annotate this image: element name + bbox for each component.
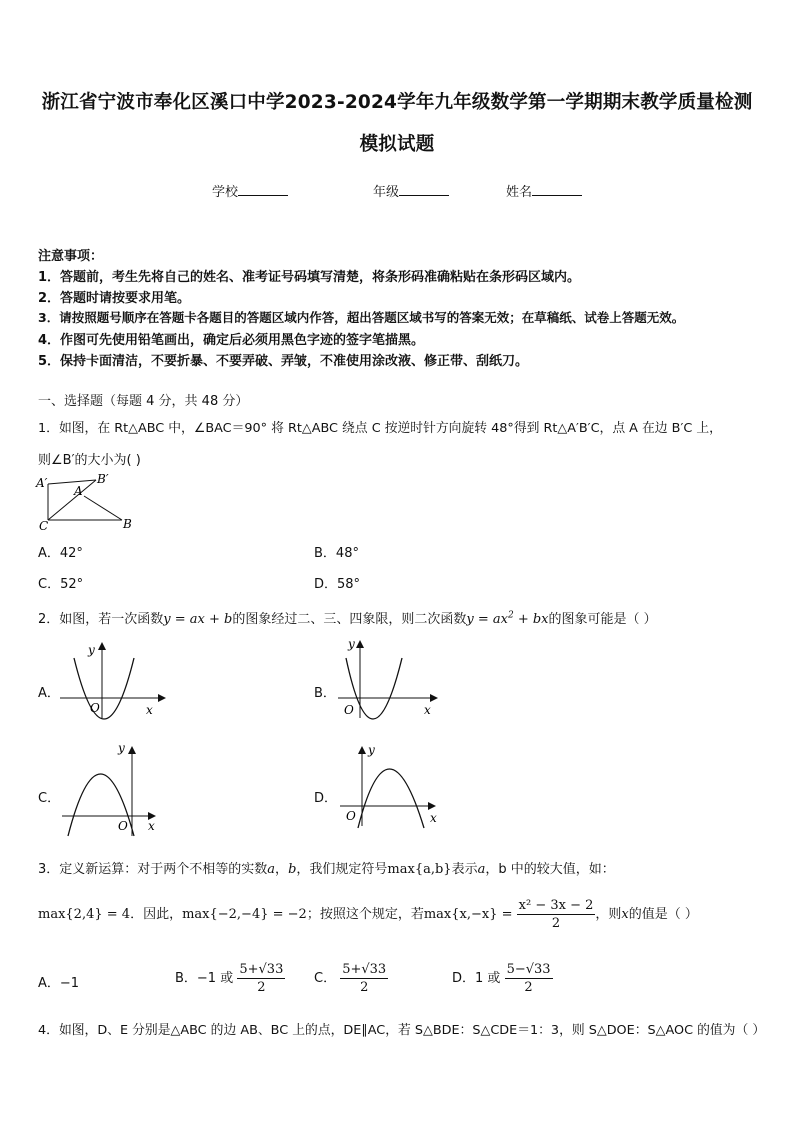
- q2-quadratic-tail: + bx: [513, 612, 549, 627]
- note-item: 5．保持卡面清洁，不要折暴、不要弄破、弄皱，不准使用涂改液、修正带、刮纸刀。: [38, 354, 529, 369]
- q3-option-d[interactable]: [452, 962, 553, 995]
- q3-fraction-numerator: x² − 3x − 2: [518, 898, 594, 913]
- q3-var-b: b: [288, 862, 297, 877]
- origin-label: O: [90, 701, 100, 715]
- q1-option-d[interactable]: D．58°: [314, 577, 361, 592]
- q4-text: 4．如图，D、E 分别是△ABC 的边 AB、BC 上的点，DE∥AC，若 S△BDE：S△CDE＝1：3，则 S△DOE：S△AOC 的值为（ ）: [38, 1023, 766, 1038]
- label-a-prime: A′: [36, 476, 48, 490]
- q3-condition-fraction: [517, 898, 596, 931]
- q1-text-line1: 1．如图，在 Rt△ABC 中，∠BAC＝90° 将 Rt△ABC 绕点 C 按逆时针方向旋转 48°得到 Rt△A′B′C，点 A 在边 B′C 上，: [38, 421, 722, 436]
- section-heading: 一、选择题（每题 4 分，共 48 分）: [38, 394, 249, 409]
- q2-quadratic-main: y = ax: [466, 612, 508, 627]
- q2-middle: 的图象经过二、三、四象限，则二次函数: [232, 612, 467, 627]
- q3-option-b[interactable]: [175, 962, 285, 995]
- q3-option-c-fraction: [340, 962, 388, 995]
- name-label: 姓名: [506, 185, 533, 200]
- q3-option-b-denominator: 2: [257, 980, 266, 995]
- page-title: 浙江省宁波市奉化区溪口中学2023-2024学年九年级数学第一学期期末教学质量检测: [41, 92, 753, 113]
- q3-option-d-denominator: 2: [524, 980, 533, 995]
- q3-line1-c: 表示: [451, 862, 478, 877]
- q3-option-d-prefix: D．1 或: [452, 971, 501, 986]
- q3-example-2: max{−2,−4} = −2: [182, 907, 307, 922]
- q3-option-a[interactable]: A．−1: [38, 976, 80, 991]
- label-a: A: [74, 484, 83, 498]
- q2-option-c-graph: [60, 738, 170, 838]
- q3-option-b-numerator: 5+√33: [239, 962, 284, 977]
- q3-option-b-prefix: B．−1 或: [175, 971, 234, 986]
- q2-option-d-label[interactable]: D．: [314, 791, 338, 806]
- q3-example-1-tail: ．因此，: [130, 907, 183, 922]
- q1-option-a[interactable]: A．42°: [38, 546, 83, 561]
- q3-sep: ，: [275, 862, 289, 877]
- q3-var-a-2: a: [477, 862, 486, 877]
- q2-linear-function: y = ax + b: [163, 612, 233, 627]
- axis-label-x: x: [146, 703, 153, 717]
- q3-text-line1: [38, 858, 615, 877]
- q3-option-c-numerator: 5+√33: [342, 962, 387, 977]
- origin-label: O: [344, 703, 354, 717]
- q3-option-c-prefix: C．: [314, 971, 337, 986]
- q2-option-b-graph: [338, 634, 448, 722]
- note-item: 4．作图可先使用铅笔画出，确定后必须用黑色字迹的签字笔描黑。: [38, 333, 425, 348]
- q3-option-b-fraction: [237, 962, 285, 995]
- label-b: B: [123, 517, 132, 531]
- axis-label-x: x: [430, 811, 437, 825]
- axis-label-y: y: [88, 643, 95, 657]
- q1-option-c[interactable]: C．52°: [38, 577, 84, 592]
- name-field[interactable]: [506, 181, 582, 200]
- school-field[interactable]: [212, 181, 288, 200]
- axis-label-x: x: [148, 819, 155, 833]
- page-title-line2: 模拟试题: [359, 134, 435, 155]
- q3-line2-tail-b: 的值是（ ）: [628, 907, 698, 922]
- q2-suffix: 的图象可能是（ ）: [548, 612, 657, 627]
- axis-label-y: y: [118, 741, 125, 755]
- label-b-prime: B′: [97, 472, 109, 486]
- q2-option-c-label[interactable]: C．: [38, 791, 61, 806]
- school-label: 学校: [212, 185, 239, 200]
- q2-option-a-graph: [60, 638, 170, 720]
- origin-label: O: [118, 819, 128, 833]
- q2-quadratic-function: [466, 612, 548, 627]
- q3-option-d-fraction: [505, 962, 553, 995]
- q3-line2-mid: ；按照这个规定，若: [306, 907, 424, 922]
- q3-line1-d: ，b 中的较大值，如：: [485, 862, 615, 877]
- q3-var-x: x: [621, 907, 629, 922]
- q1-triangle-figure: [34, 470, 144, 534]
- q3-line1-b: ，我们规定符号: [296, 862, 388, 877]
- q2-quadratic-exponent: 2: [507, 610, 514, 621]
- q2-option-b-label[interactable]: B．: [314, 686, 336, 701]
- note-item: 1．答题前，考生先将自己的姓名、准考证号码填写清楚，将条形码准确粘贴在条形码区域内。: [38, 270, 581, 285]
- axis-label-y: y: [368, 743, 375, 757]
- q3-text-line2: [38, 898, 698, 931]
- q3-max-notation: max{a,b}: [387, 862, 452, 877]
- origin-label: O: [346, 809, 356, 823]
- q3-fraction-denominator: 2: [551, 916, 561, 931]
- grade-label: 年级: [373, 185, 400, 200]
- note-item: 2．答题时请按要求用笔。: [38, 291, 191, 306]
- q3-example-1: max{2,4} = 4: [38, 907, 131, 922]
- q3-condition: max{x,−x} =: [423, 907, 513, 922]
- q2-option-d-graph: [338, 740, 448, 830]
- q3-line1-a: 3．定义新运算：对于两个不相等的实数: [38, 862, 268, 877]
- grade-field[interactable]: [373, 181, 449, 200]
- q3-option-c[interactable]: [314, 962, 388, 995]
- q2-option-a-label[interactable]: A．: [38, 686, 60, 701]
- q3-option-d-numerator: 5−√33: [506, 962, 551, 977]
- note-item: 3．请按照题号顺序在答题卡各题目的答题区域内作答，超出答题区域书写的答案无效；在草稿纸、试卷上答题无效。: [38, 310, 685, 325]
- q2-prefix: 2．如图，若一次函数: [38, 612, 164, 627]
- q3-line2-tail-a: ，则: [595, 907, 622, 922]
- notes-heading: 注意事项：: [38, 249, 104, 264]
- q3-option-c-denominator: 2: [360, 980, 369, 995]
- q1-option-b[interactable]: B．48°: [314, 546, 359, 561]
- q3-var-a: a: [267, 862, 276, 877]
- label-c: C: [39, 519, 49, 533]
- q2-text: [38, 608, 657, 627]
- axis-label-y: y: [348, 637, 355, 651]
- axis-label-x: x: [424, 703, 431, 717]
- q1-text-line2: 则∠B′的大小为( ): [38, 453, 141, 468]
